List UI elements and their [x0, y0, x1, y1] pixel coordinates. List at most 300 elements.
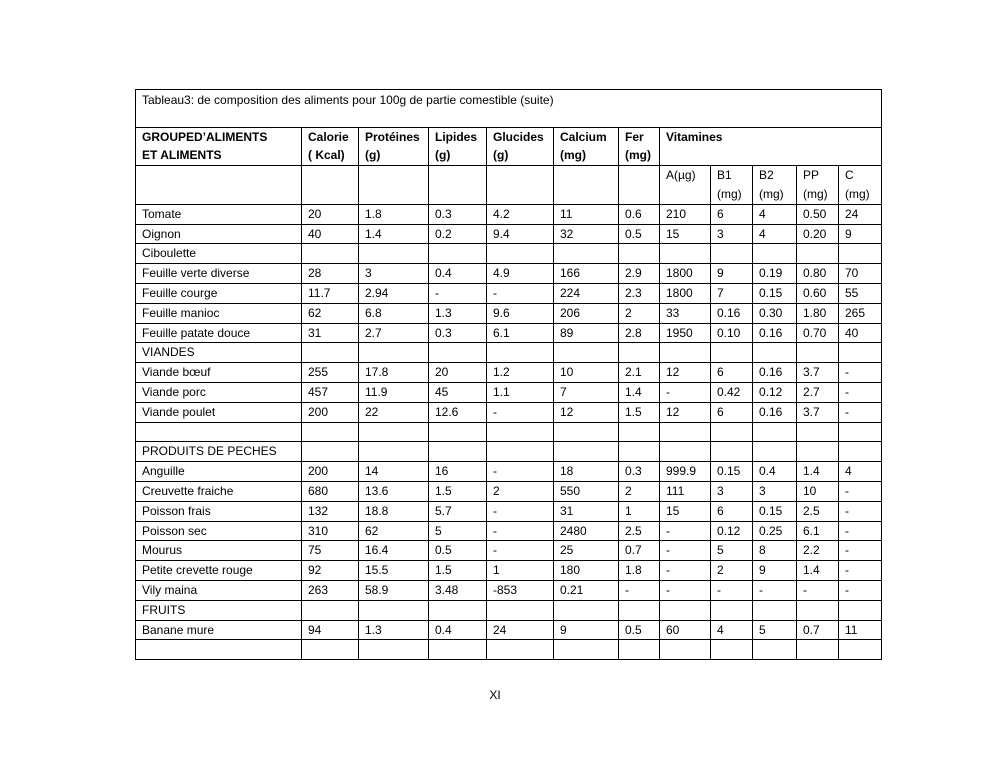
- table-row: [136, 343, 882, 363]
- header-sub-empty: [136, 166, 302, 205]
- value-cell: [619, 343, 660, 363]
- value-cell: -: [839, 481, 882, 501]
- value-cell: 12.6: [429, 402, 487, 422]
- value-cell: 24: [839, 204, 882, 224]
- value-cell: 7: [554, 382, 619, 402]
- value-cell: -: [839, 363, 882, 383]
- value-cell: 13.6: [359, 481, 429, 501]
- value-cell: -: [660, 521, 711, 541]
- table-row: [136, 561, 882, 581]
- table-row: [136, 323, 882, 343]
- table-row: [136, 620, 882, 640]
- value-cell: -: [487, 541, 554, 561]
- value-cell: [753, 640, 797, 660]
- value-cell: 3.7: [797, 402, 839, 422]
- value-cell: [839, 640, 882, 660]
- value-cell: 0.42: [711, 382, 753, 402]
- value-cell: 6: [711, 204, 753, 224]
- value-cell: 1.4: [797, 462, 839, 482]
- value-cell: [359, 244, 429, 264]
- value-cell: [554, 244, 619, 264]
- table-row: [136, 204, 882, 224]
- value-cell: 15: [660, 224, 711, 244]
- value-cell: 1.5: [429, 481, 487, 501]
- food-name-cell: Poisson sec: [136, 521, 302, 541]
- food-name-cell: Viande bœuf: [136, 363, 302, 383]
- value-cell: 8: [753, 541, 797, 561]
- value-cell: 2: [487, 481, 554, 501]
- value-cell: -: [660, 541, 711, 561]
- header-sub-empty: [359, 166, 429, 205]
- food-name-cell: Oignon: [136, 224, 302, 244]
- table-row: [136, 462, 882, 482]
- value-cell: [839, 343, 882, 363]
- value-cell: 255: [302, 363, 359, 383]
- value-cell: [711, 422, 753, 442]
- value-cell: 2: [711, 561, 753, 581]
- value-cell: 999.9: [660, 462, 711, 482]
- value-cell: [554, 442, 619, 462]
- food-name-cell: Vily maina: [136, 580, 302, 600]
- value-cell: -: [839, 561, 882, 581]
- header-b1: B1 (mg): [711, 166, 753, 205]
- value-cell: [429, 244, 487, 264]
- value-cell: 1.3: [429, 303, 487, 323]
- value-cell: [487, 600, 554, 620]
- header-vit-a: A(µg): [660, 166, 711, 205]
- value-cell: 0.3: [429, 204, 487, 224]
- value-cell: 55: [839, 283, 882, 303]
- value-cell: 5: [711, 541, 753, 561]
- value-cell: 0.4: [753, 462, 797, 482]
- value-cell: -: [487, 462, 554, 482]
- value-cell: [660, 442, 711, 462]
- value-cell: 15: [660, 501, 711, 521]
- food-name-cell: Feuille courge: [136, 283, 302, 303]
- value-cell: 1.4: [619, 382, 660, 402]
- value-cell: 11: [554, 204, 619, 224]
- value-cell: [554, 422, 619, 442]
- value-cell: 92: [302, 561, 359, 581]
- value-cell: [429, 640, 487, 660]
- value-cell: [359, 422, 429, 442]
- header-pp: PP (mg): [797, 166, 839, 205]
- value-cell: 3.7: [797, 363, 839, 383]
- value-cell: [429, 343, 487, 363]
- value-cell: 18: [554, 462, 619, 482]
- value-cell: 62: [359, 521, 429, 541]
- value-cell: 0.60: [797, 283, 839, 303]
- value-cell: -: [839, 580, 882, 600]
- value-cell: 457: [302, 382, 359, 402]
- value-cell: [797, 600, 839, 620]
- value-cell: [302, 640, 359, 660]
- value-cell: -: [839, 501, 882, 521]
- value-cell: 0.3: [619, 462, 660, 482]
- value-cell: 4.2: [487, 204, 554, 224]
- table-row: [136, 382, 882, 402]
- value-cell: 0.15: [711, 462, 753, 482]
- value-cell: 132: [302, 501, 359, 521]
- value-cell: 3: [753, 481, 797, 501]
- value-cell: 2: [619, 303, 660, 323]
- value-cell: [487, 640, 554, 660]
- value-cell: 31: [554, 501, 619, 521]
- value-cell: 9.6: [487, 303, 554, 323]
- value-cell: 32: [554, 224, 619, 244]
- page-number: XI: [489, 688, 501, 702]
- header-vitamines: Vitamines: [660, 127, 882, 166]
- value-cell: 24: [487, 620, 554, 640]
- value-cell: [797, 442, 839, 462]
- value-cell: 5.7: [429, 501, 487, 521]
- value-cell: [660, 343, 711, 363]
- food-name-cell: VIANDES: [136, 343, 302, 363]
- food-name-cell: Ciboulette: [136, 244, 302, 264]
- value-cell: 33: [660, 303, 711, 323]
- value-cell: 1.5: [619, 402, 660, 422]
- value-cell: 3.48: [429, 580, 487, 600]
- header-sub-empty: [429, 166, 487, 205]
- value-cell: 11.9: [359, 382, 429, 402]
- value-cell: 12: [660, 363, 711, 383]
- value-cell: 206: [554, 303, 619, 323]
- value-cell: [487, 442, 554, 462]
- value-cell: 1.4: [797, 561, 839, 581]
- value-cell: [753, 343, 797, 363]
- value-cell: 2: [619, 481, 660, 501]
- header-lipides: Lipides (g): [429, 127, 487, 166]
- value-cell: -: [839, 382, 882, 402]
- header-sub-empty: [554, 166, 619, 205]
- value-cell: -: [660, 561, 711, 581]
- value-cell: [711, 343, 753, 363]
- value-cell: [660, 640, 711, 660]
- value-cell: [554, 343, 619, 363]
- value-cell: 1.1: [487, 382, 554, 402]
- value-cell: -: [619, 580, 660, 600]
- value-cell: 2.5: [797, 501, 839, 521]
- value-cell: 2.1: [619, 363, 660, 383]
- value-cell: 17.8: [359, 363, 429, 383]
- food-name-cell: Viande porc: [136, 382, 302, 402]
- value-cell: 4: [753, 224, 797, 244]
- value-cell: 10: [554, 363, 619, 383]
- value-cell: [619, 640, 660, 660]
- value-cell: 3: [711, 481, 753, 501]
- value-cell: 2.8: [619, 323, 660, 343]
- value-cell: 2.9: [619, 264, 660, 284]
- value-cell: 5: [429, 521, 487, 541]
- value-cell: 20: [429, 363, 487, 383]
- value-cell: 11.7: [302, 283, 359, 303]
- table-row: [136, 640, 882, 660]
- value-cell: 0.25: [753, 521, 797, 541]
- value-cell: -: [711, 580, 753, 600]
- table-row: [136, 600, 882, 620]
- header-sub-empty: [619, 166, 660, 205]
- value-cell: [429, 422, 487, 442]
- value-cell: 1.4: [359, 224, 429, 244]
- value-cell: 10: [797, 481, 839, 501]
- value-cell: 9: [711, 264, 753, 284]
- table-row: [136, 442, 882, 462]
- table-row: [136, 283, 882, 303]
- value-cell: 9.4: [487, 224, 554, 244]
- value-cell: [711, 600, 753, 620]
- value-cell: 1.80: [797, 303, 839, 323]
- value-cell: 2.5: [619, 521, 660, 541]
- value-cell: 40: [302, 224, 359, 244]
- value-cell: 166: [554, 264, 619, 284]
- table-caption: Tableau3: de composition des aliments pour 100g de partie comestible (suite): [136, 90, 882, 128]
- value-cell: 4: [711, 620, 753, 640]
- value-cell: 0.20: [797, 224, 839, 244]
- value-cell: [753, 422, 797, 442]
- value-cell: 0.4: [429, 264, 487, 284]
- value-cell: [302, 600, 359, 620]
- value-cell: 224: [554, 283, 619, 303]
- value-cell: 0.3: [429, 323, 487, 343]
- header-calcium: Calcium (mg): [554, 127, 619, 166]
- table-row: [136, 264, 882, 284]
- value-cell: 0.21: [554, 580, 619, 600]
- value-cell: 15.5: [359, 561, 429, 581]
- value-cell: 1.8: [359, 204, 429, 224]
- value-cell: [554, 600, 619, 620]
- value-cell: 7: [711, 283, 753, 303]
- value-cell: 18.8: [359, 501, 429, 521]
- table-row: [136, 541, 882, 561]
- value-cell: 0.50: [797, 204, 839, 224]
- value-cell: 200: [302, 402, 359, 422]
- value-cell: 1.2: [487, 363, 554, 383]
- value-cell: [302, 244, 359, 264]
- value-cell: 6.8: [359, 303, 429, 323]
- table-row: [136, 521, 882, 541]
- value-cell: 1.5: [429, 561, 487, 581]
- header-calorie: Calorie ( Kcal): [302, 127, 359, 166]
- value-cell: 60: [660, 620, 711, 640]
- value-cell: 2.94: [359, 283, 429, 303]
- value-cell: -: [487, 283, 554, 303]
- value-cell: 6: [711, 363, 753, 383]
- value-cell: 70: [839, 264, 882, 284]
- food-name-cell: PRODUITS DE PECHES: [136, 442, 302, 462]
- value-cell: [302, 343, 359, 363]
- value-cell: -: [429, 283, 487, 303]
- value-cell: -: [839, 541, 882, 561]
- value-cell: -: [660, 580, 711, 600]
- value-cell: 12: [660, 402, 711, 422]
- value-cell: 22: [359, 402, 429, 422]
- value-cell: [487, 244, 554, 264]
- value-cell: [711, 244, 753, 264]
- value-cell: 25: [554, 541, 619, 561]
- header-sub-empty: [487, 166, 554, 205]
- value-cell: 14: [359, 462, 429, 482]
- value-cell: 0.12: [753, 382, 797, 402]
- value-cell: 210: [660, 204, 711, 224]
- food-name-cell: Feuille patate douce: [136, 323, 302, 343]
- value-cell: [359, 343, 429, 363]
- value-cell: 9: [839, 224, 882, 244]
- table-row: [136, 244, 882, 264]
- value-cell: 111: [660, 481, 711, 501]
- value-cell: 265: [839, 303, 882, 323]
- value-cell: 0.5: [429, 541, 487, 561]
- value-cell: [839, 442, 882, 462]
- value-cell: 0.15: [753, 283, 797, 303]
- food-name-cell: Petite crevette rouge: [136, 561, 302, 581]
- food-name-cell: [136, 422, 302, 442]
- header-fer: Fer (mg): [619, 127, 660, 166]
- value-cell: 62: [302, 303, 359, 323]
- value-cell: [359, 640, 429, 660]
- food-name-cell: Feuille verte diverse: [136, 264, 302, 284]
- value-cell: 89: [554, 323, 619, 343]
- value-cell: 16: [429, 462, 487, 482]
- value-cell: 6: [711, 501, 753, 521]
- value-cell: -: [839, 402, 882, 422]
- value-cell: 75: [302, 541, 359, 561]
- value-cell: [660, 422, 711, 442]
- food-name-cell: Viande poulet: [136, 402, 302, 422]
- food-name-cell: Tomate: [136, 204, 302, 224]
- value-cell: -853: [487, 580, 554, 600]
- value-cell: [429, 600, 487, 620]
- value-cell: 2480: [554, 521, 619, 541]
- value-cell: [359, 600, 429, 620]
- value-cell: [554, 640, 619, 660]
- table-row: [136, 224, 882, 244]
- value-cell: 1: [487, 561, 554, 581]
- value-cell: 0.16: [753, 363, 797, 383]
- value-cell: 1.8: [619, 561, 660, 581]
- value-cell: [619, 442, 660, 462]
- value-cell: 16.4: [359, 541, 429, 561]
- value-cell: 550: [554, 481, 619, 501]
- value-cell: [797, 343, 839, 363]
- composition-table: [135, 89, 882, 660]
- value-cell: 2.2: [797, 541, 839, 561]
- table-row: [136, 580, 882, 600]
- value-cell: 4: [839, 462, 882, 482]
- food-name-cell: Anguille: [136, 462, 302, 482]
- value-cell: [839, 600, 882, 620]
- header-sub-empty: [302, 166, 359, 205]
- value-cell: 1800: [660, 283, 711, 303]
- value-cell: [429, 442, 487, 462]
- value-cell: 9: [554, 620, 619, 640]
- value-cell: 45: [429, 382, 487, 402]
- header-proteines: Protéines (g): [359, 127, 429, 166]
- value-cell: 0.16: [711, 303, 753, 323]
- food-name-cell: FRUITS: [136, 600, 302, 620]
- value-cell: [797, 422, 839, 442]
- value-cell: 2.7: [797, 382, 839, 402]
- value-cell: [302, 422, 359, 442]
- food-name-cell: Feuille manioc: [136, 303, 302, 323]
- value-cell: [839, 422, 882, 442]
- value-cell: 3: [711, 224, 753, 244]
- value-cell: 20: [302, 204, 359, 224]
- value-cell: 6.1: [487, 323, 554, 343]
- value-cell: 4: [753, 204, 797, 224]
- value-cell: 0.70: [797, 323, 839, 343]
- value-cell: 6: [711, 402, 753, 422]
- value-cell: 0.6: [619, 204, 660, 224]
- value-cell: 0.12: [711, 521, 753, 541]
- table-row: [136, 303, 882, 323]
- header-group: GROUPED’ALIMENTS ET ALIMENTS: [136, 127, 302, 166]
- value-cell: [753, 244, 797, 264]
- value-cell: [619, 600, 660, 620]
- value-cell: -: [660, 382, 711, 402]
- value-cell: 5: [753, 620, 797, 640]
- value-cell: [797, 640, 839, 660]
- value-cell: 310: [302, 521, 359, 541]
- value-cell: 9: [753, 561, 797, 581]
- value-cell: 0.16: [753, 323, 797, 343]
- food-name-cell: Poisson frais: [136, 501, 302, 521]
- table-row: [136, 363, 882, 383]
- value-cell: -: [797, 580, 839, 600]
- value-cell: [711, 442, 753, 462]
- value-cell: [359, 442, 429, 462]
- value-cell: 0.10: [711, 323, 753, 343]
- header-c: C (mg): [839, 166, 882, 205]
- value-cell: [753, 442, 797, 462]
- value-cell: 31: [302, 323, 359, 343]
- value-cell: 1800: [660, 264, 711, 284]
- value-cell: 11: [839, 620, 882, 640]
- value-cell: 28: [302, 264, 359, 284]
- table-row: [136, 481, 882, 501]
- value-cell: -: [487, 521, 554, 541]
- value-cell: 4.9: [487, 264, 554, 284]
- table-row: [136, 402, 882, 422]
- value-cell: 180: [554, 561, 619, 581]
- value-cell: 0.7: [619, 541, 660, 561]
- value-cell: 94: [302, 620, 359, 640]
- table-row: [136, 422, 882, 442]
- value-cell: [487, 422, 554, 442]
- value-cell: [487, 343, 554, 363]
- food-name-cell: Mourus: [136, 541, 302, 561]
- table-row: [136, 501, 882, 521]
- value-cell: 263: [302, 580, 359, 600]
- food-name-cell: Creuvette fraiche: [136, 481, 302, 501]
- value-cell: 0.5: [619, 620, 660, 640]
- value-cell: 0.15: [753, 501, 797, 521]
- value-cell: 1: [619, 501, 660, 521]
- value-cell: 12: [554, 402, 619, 422]
- food-name-cell: Banane mure: [136, 620, 302, 640]
- value-cell: [839, 244, 882, 264]
- value-cell: 680: [302, 481, 359, 501]
- value-cell: 0.4: [429, 620, 487, 640]
- value-cell: -: [839, 521, 882, 541]
- value-cell: 58.9: [359, 580, 429, 600]
- value-cell: 0.80: [797, 264, 839, 284]
- value-cell: 6.1: [797, 521, 839, 541]
- value-cell: 2.7: [359, 323, 429, 343]
- value-cell: [619, 244, 660, 264]
- value-cell: 0.2: [429, 224, 487, 244]
- value-cell: -: [487, 402, 554, 422]
- header-glucides: Glucides (g): [487, 127, 554, 166]
